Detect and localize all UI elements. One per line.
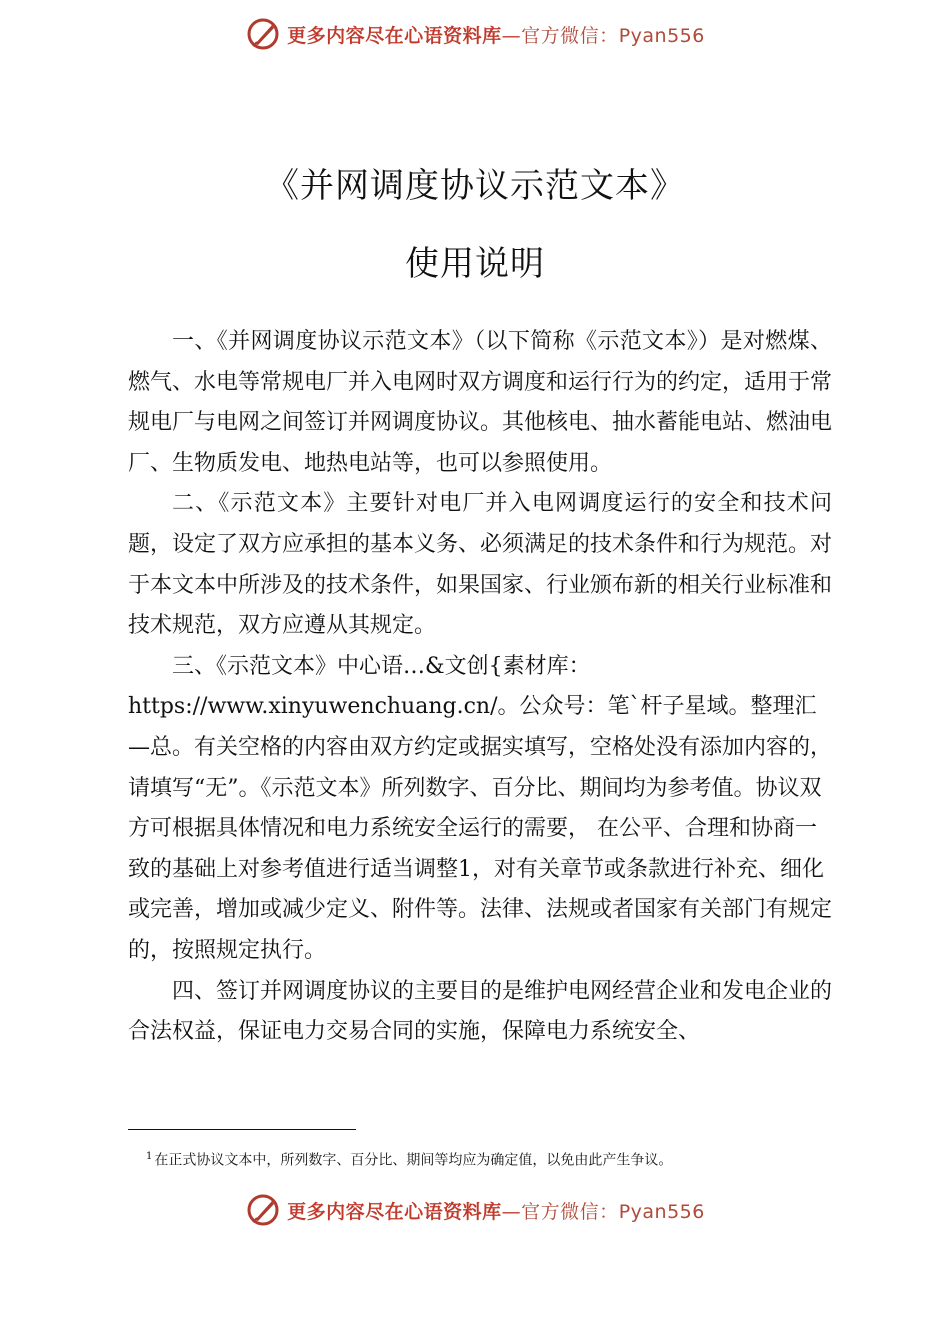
banner-accent-text: 官方微信： [521,1200,619,1223]
footnote-mark: 1 [146,1151,153,1162]
paragraph-4: 四、签订并网调度协议的主要目的是维护电网经营企业和发电企业的合法权益，保证电力交易合同的实施，保障电力系统安全、 [128,978,833,1045]
banner-text [287,1197,705,1224]
document-body [128,322,832,1053]
banner-main-text: 更多内容尽在心语资料库 [287,1200,502,1223]
banner-text [287,21,705,48]
footnote-text: 在正式协议文本中，所列数字、百分比、期间等均应为确定值，以免由此产生争议。 [154,1152,673,1169]
banner-separator: — [501,24,522,47]
paragraph-3: 三、《示范文本》中心语…&文创{素材库：https://www.xinyuwenchuang.cn/。公众号：笔`杆子星域。整理汇—总。有关空格的内容由双方约定或据实填写，空格处没有添加内容的，请填写“无”。《示范文本》所列数字、百分比、期间均为参考值。协议双方可根据具体情况和电力系统安全运行的需要， 在公平、合理和协商一致的基础上对参考值进行适当调整1，对有关章节或条款进行补充、细化或完善，增加或减少定义、附件等。法律、法规或者国家有关部门有规定的，按照规定执行。 [128,653,833,963]
header-watermark-banner [0,12,950,56]
banner-main-text: 更多内容尽在心语资料库 [287,24,502,47]
quill-logo-icon [245,1192,281,1228]
quill-logo-icon [245,16,281,52]
paragraph-2: 二、《示范文本》主要针对电厂并入电网调度运行的安全和技术问题，设定了双方应承担的基本义务、必须满足的技术条件和行为规范。对于本文本中所涉及的技术条件，如果国家、行业颁布新的相关行业标准和技术规范，双方应遵从其规定。 [128,491,833,639]
banner-separator: — [501,1200,522,1223]
document-subtitle: 使用说明 [405,244,545,284]
footnote-divider [128,1129,356,1130]
banner-wechat-id: Pyan556 [618,1200,705,1223]
footer-watermark-banner [0,1188,950,1232]
banner-wechat-id: Pyan556 [618,24,705,47]
banner-accent-text: 官方微信： [521,24,619,47]
paragraph-1: 一、《并网调度协议示范文本》（以下简称《示范文本》）是对燃煤、燃气、水电等常规电厂并入电网时双方调度和运行行为的约定，适用于常规电厂与电网之间签订并网调度协议。其他核电、抽水蓄能电站、燃油电厂、生物质发电、地热电站等，也可以参照使用。 [128,329,833,476]
document-title: 《并网调度协议示范文本》 [265,166,685,206]
footnote [146,1146,846,1172]
